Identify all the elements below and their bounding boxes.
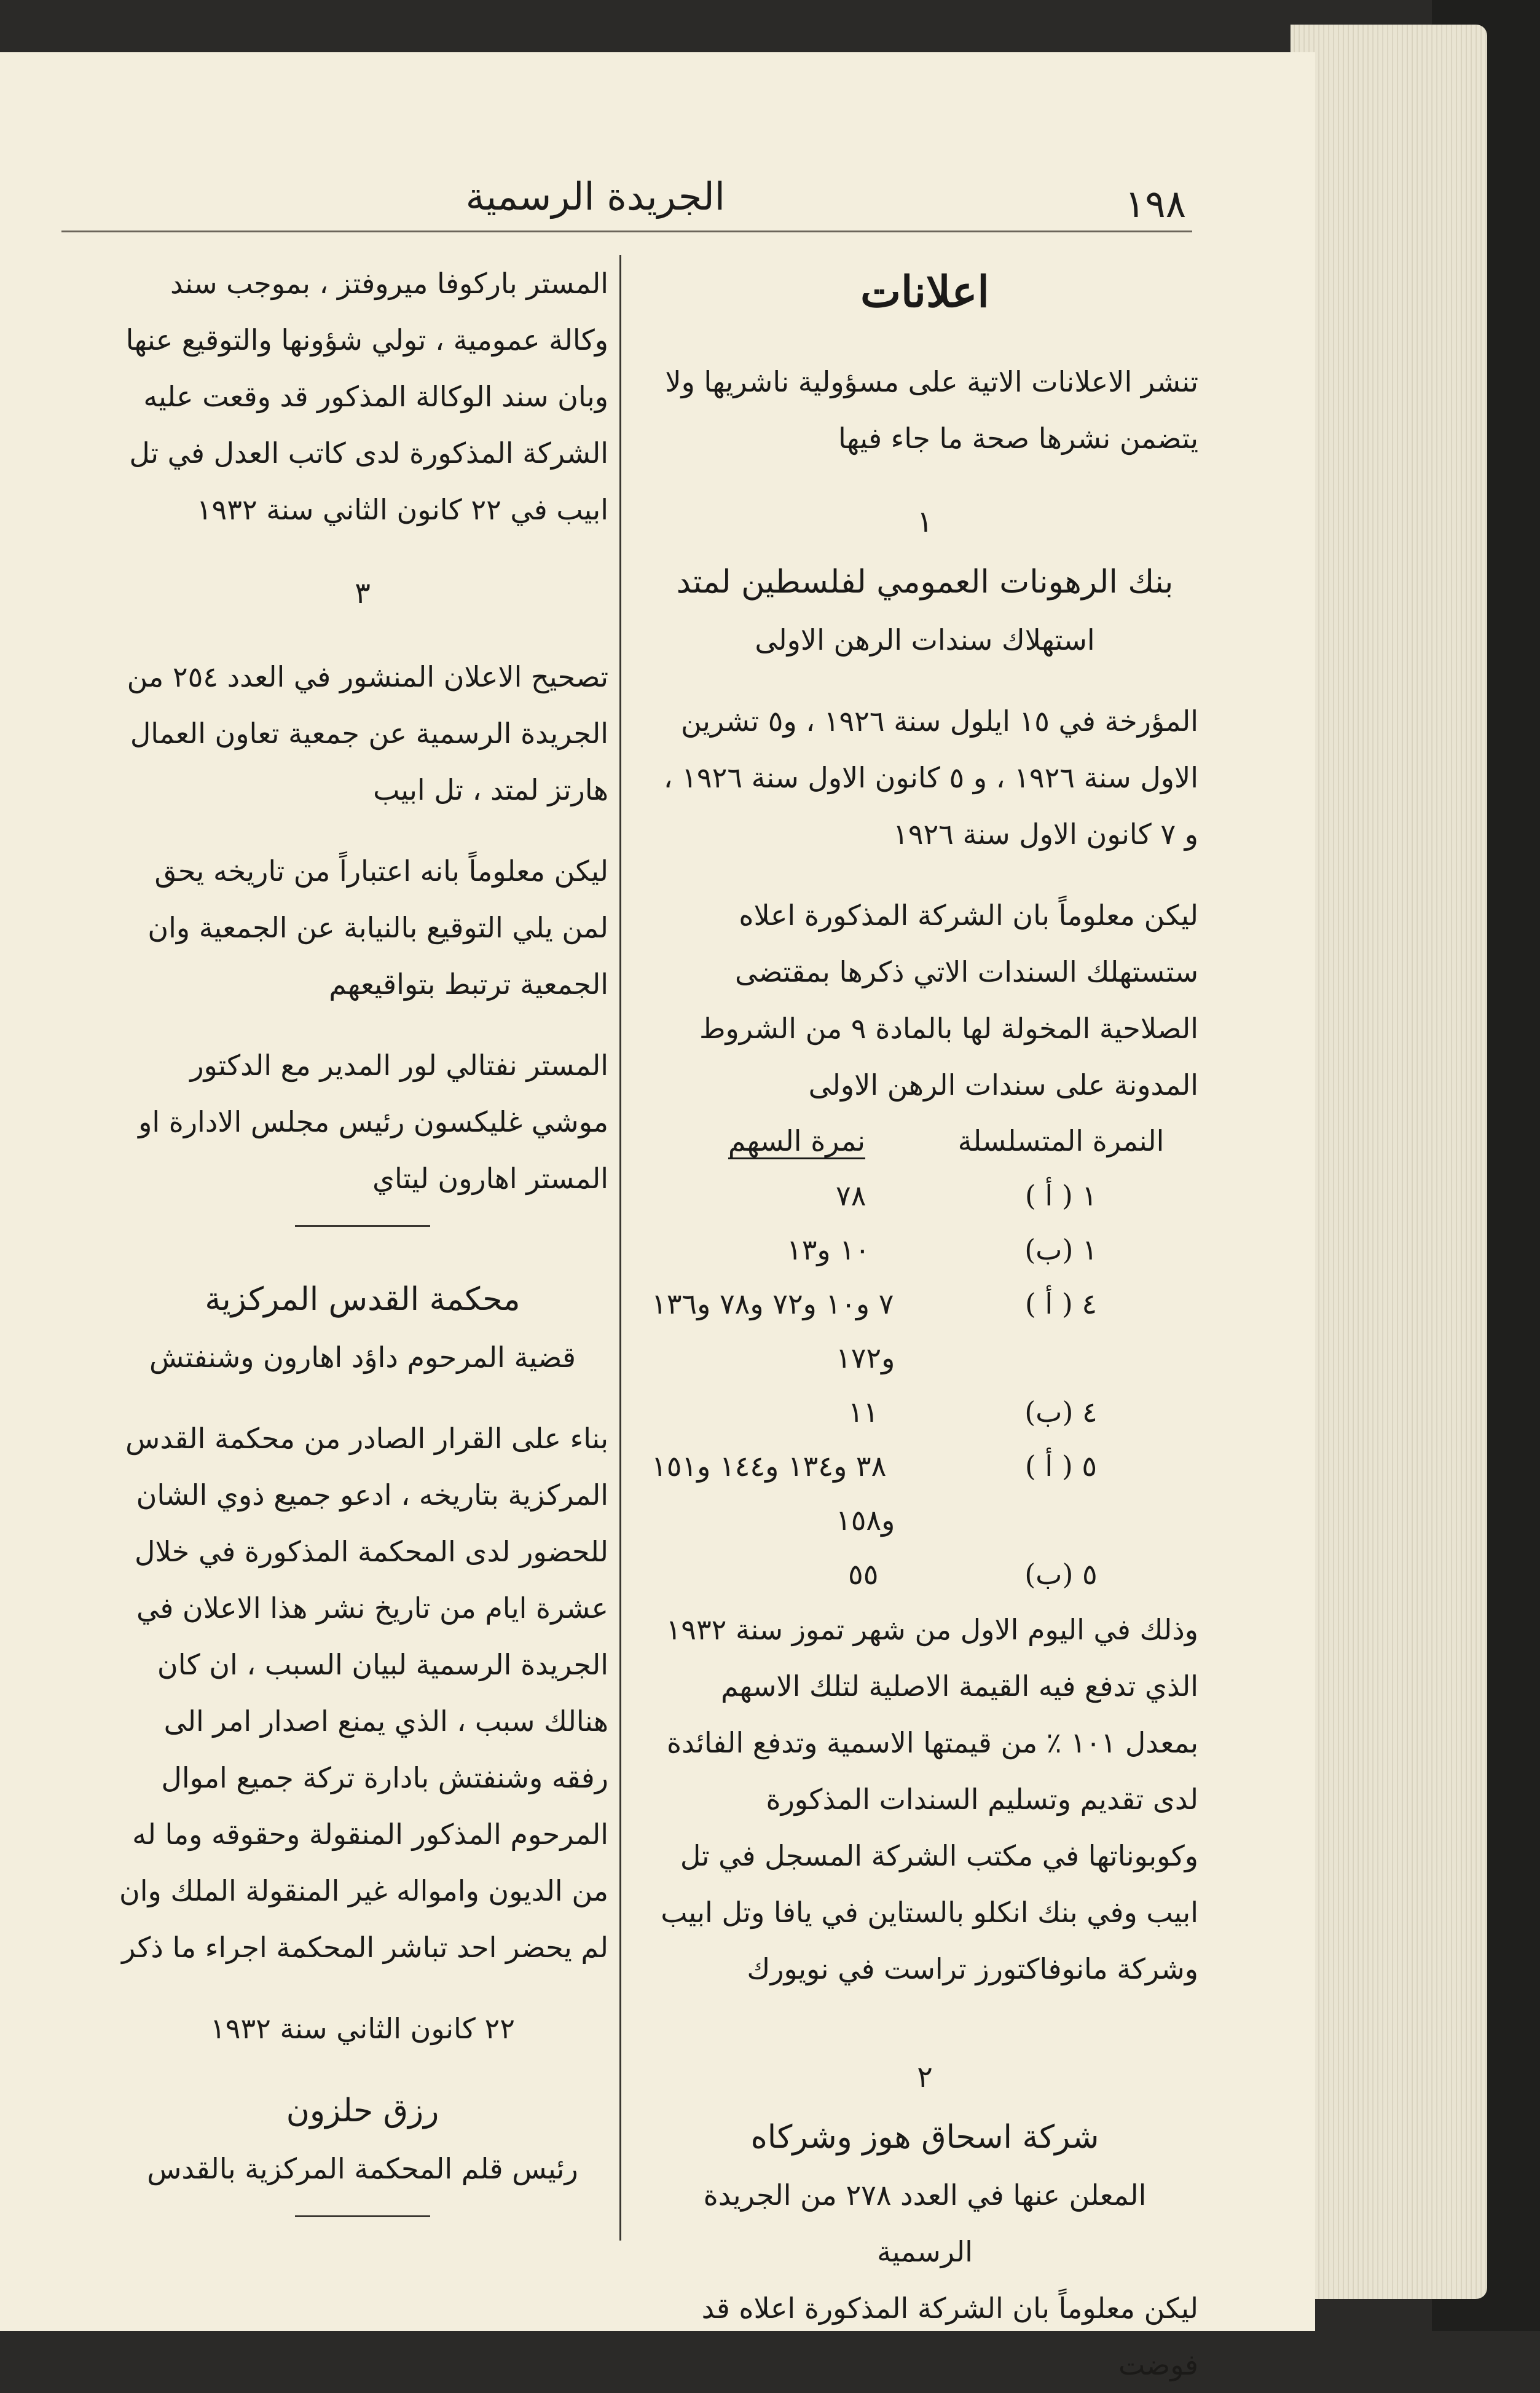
left-column xyxy=(117,255,608,2236)
serial-cell: ٤ (ب) xyxy=(1024,1395,1098,1429)
share-cell: ١٠ و١٣ xyxy=(787,1233,870,1266)
serial-header: النمرة المتسلسلة xyxy=(957,1124,1165,1157)
serial-cell: ٥ ( أ ) xyxy=(1024,1449,1098,1483)
serial-table xyxy=(651,1113,1180,1601)
section-title: اعلانات xyxy=(860,266,989,317)
serial-cell xyxy=(942,1331,1180,1385)
notice-company: بنك الرهونات العمومي لفلسطين لمتد xyxy=(676,564,1174,601)
court-date: ٢٢ كانون الثاني سنة ١٩٣٢ xyxy=(210,2012,515,2045)
notice-body: ليكن معلوماً بان الشركة المذكورة اعلاه ستستهلك السندات الاتي ذكرها بمقتضى الصلاحية المخولة لها بالمادة ٩ من الشروط المدونة على سندات الرهن الاولى xyxy=(699,899,1198,1102)
share-cell: ٥٥ xyxy=(848,1558,879,1591)
share-cell: ٧٨ xyxy=(836,1179,866,1212)
document-page xyxy=(0,52,1315,2381)
serial-cell: ٤ ( أ ) xyxy=(1024,1287,1098,1320)
notice-body: ليكن معلوماً بانه اعتباراً من تاريخه يحق لمن يلي التوقيع بالنيابة عن الجمعية وان الجمعية ترتبط بتواقيعهم xyxy=(147,854,608,1001)
journal-title: الجريدة الرسمية xyxy=(465,174,725,219)
notice-subject: استهلاك سندات الرهن الاولى xyxy=(755,623,1095,656)
court-case: قضية المرحوم داؤد اهارون وشنفتش xyxy=(149,1341,576,1374)
right-column xyxy=(651,255,1198,2393)
notice-company: شركة اسحاق هوز وشركاه xyxy=(750,2119,1099,2156)
continuation-text: المستر باركوفا ميروفتز ، بموجب سند وكالة عمومية ، تولي شؤونها والتوقيع عنها وبان سند الوكالة المذكور قد وقعت عليه الشركة المذكورة لدى كاتب العدل في تل ابيب في ٢٢ كانون الثاني سنة ١٩٣٢ xyxy=(125,267,608,526)
notice-persons: المستر نفتالي لور المدير مع الدكتور موشي غليكسون رئيس مجلس الادارة او المستر اهارون ليتاي xyxy=(138,1049,608,1195)
share-cell: و١٥٨ xyxy=(836,1504,895,1537)
court-body: بناء على القرار الصادر من محكمة القدس المركزية بتاريخه ، ادعو جميع ذوي الشان للحضور لدى المحكمة المذكورة في خلال عشرة ايام من تاريخ نشر هذا الاعلان في الجريدة الرسمية لبيان السبب ، ان كان هنالك سبب ، الذي يمنع اصدار امر الى رفقه وشنفتش بادارة تركة جميع اموال المرحوم المذكور المنقولة وحقوقه وما له من الديون وامواله غير المنقولة الملك وان لم يحضر احد تباشر المحكمة اجراء ما ذكر xyxy=(119,1422,608,1964)
court-title: محكمة القدس المركزية xyxy=(205,1281,521,1318)
page-header xyxy=(61,120,1192,232)
share-header: نمرة السهم xyxy=(728,1124,865,1159)
table-row xyxy=(651,1385,1180,1439)
table-row xyxy=(651,1277,1180,1331)
share-cell: ١١ xyxy=(848,1395,879,1429)
share-cell: ٧ و١٠ و٧٢ و٧٨ و١٣٦ xyxy=(651,1287,894,1320)
page-edges xyxy=(1291,25,1487,2299)
table-row xyxy=(651,1169,1180,1223)
table-row xyxy=(651,1493,1180,1547)
column-divider xyxy=(619,255,621,2241)
notice-number: ١ xyxy=(917,505,933,539)
notice-body: ليكن معلوماً بان الشركة المذكورة اعلاه قد فوضت xyxy=(701,2292,1198,2381)
notice-title: تصحيح الاعلان المنشور في العدد ٢٥٤ من الجريدة الرسمية عن جمعية تعاون العمال هارتز لمتد ، تل ابيب xyxy=(127,660,608,806)
table-header-row xyxy=(651,1113,1180,1169)
notice-dates: المؤرخة في ١٥ ايلول سنة ١٩٢٦ ، و٥ تشرين الاول سنة ١٩٢٦ ، و ٥ كانون الاول سنة ١٩٢٦ ، و ٧ كانون الاول سنة ١٩٢٦ xyxy=(663,704,1198,851)
separator-rule xyxy=(295,1225,430,1227)
serial-cell xyxy=(942,1493,1180,1547)
serial-cell: ٥ (ب) xyxy=(1024,1558,1098,1591)
separator-rule xyxy=(295,2215,430,2217)
share-cell: ٣٨ و١٣٤ و١٤٤ و١٥١ xyxy=(651,1449,887,1483)
page-number: ١٩٨ xyxy=(1125,181,1186,226)
notice-number: ٢ xyxy=(917,2060,933,2094)
notice-closing: وذلك في اليوم الاول من شهر تموز سنة ١٩٣٢ الذي تدفع فيه القيمة الاصلية لتلك الاسهم بمعدل ١٠١ ٪ من قيمتها الاسمية وتدفع الفائدة لدى تقديم وتسليم السندات المذكورة وكوبوناتها في مكتب الشركة المسجل في تل ابيب وفي بنك انكلو بالستاين في يافا وتل ابيب وشركة مانوفاكتورز تراست في نويورك xyxy=(661,1613,1198,1985)
intro-text: تنشر الاعلانات الاتية على مسؤولية ناشريها ولا يتضمن نشرها صحة ما جاء فيها xyxy=(665,365,1198,455)
table-row xyxy=(651,1223,1180,1277)
serial-cell: ١ (ب) xyxy=(1024,1233,1098,1266)
serial-cell: ١ ( أ ) xyxy=(1024,1179,1098,1212)
table-row xyxy=(651,1439,1180,1493)
share-cell: و١٧٢ xyxy=(836,1341,895,1374)
signer-title: رئيس قلم المحكمة المركزية بالقدس xyxy=(147,2152,578,2185)
notice-number: ٣ xyxy=(355,576,371,610)
notice-subject: المعلن عنها في العدد ٢٧٨ من الجريدة الرسمية xyxy=(703,2178,1147,2268)
table-row xyxy=(651,1547,1180,1601)
signer-name: رزق حلزون xyxy=(286,2092,439,2129)
table-row xyxy=(651,1331,1180,1385)
